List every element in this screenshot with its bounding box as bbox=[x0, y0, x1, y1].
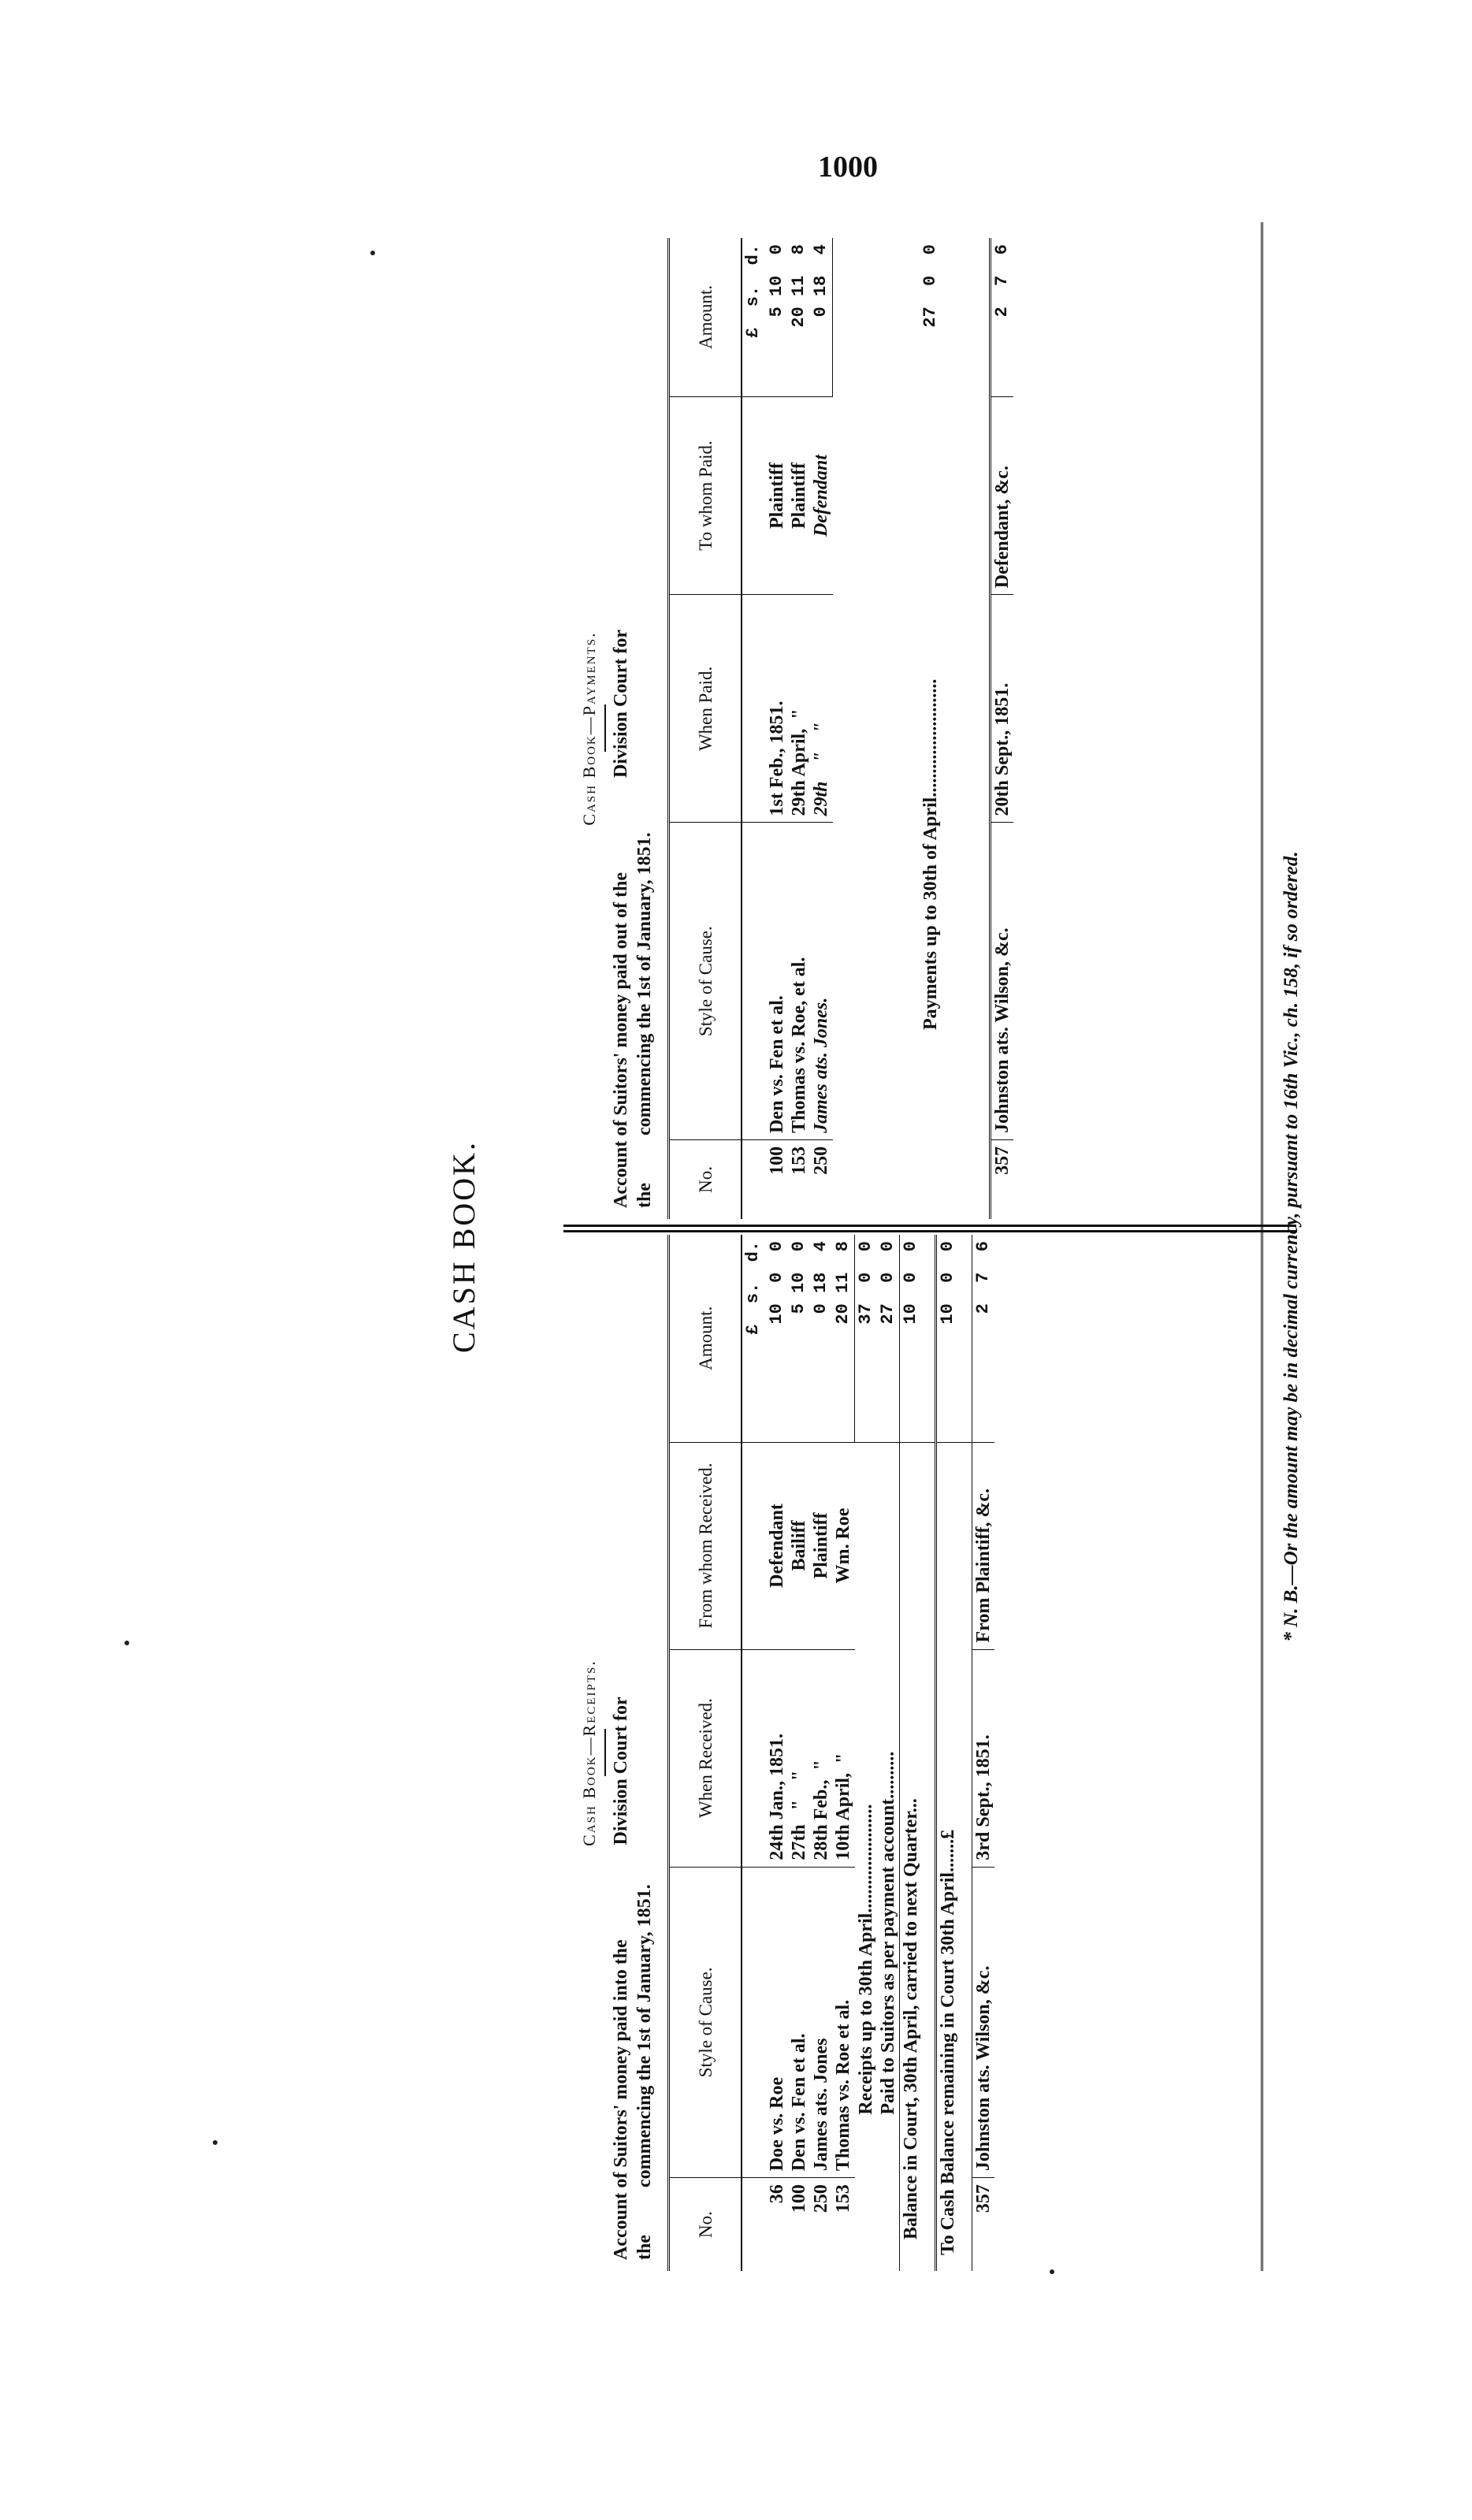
receipts-total-label: Receipts up to 30th April....................... bbox=[855, 1442, 878, 2178]
page-title: CASH BOOK. bbox=[446, 1139, 481, 1354]
cell-amount: 20 11 8 bbox=[789, 244, 808, 328]
receipts-total-amount: 37 0 0 bbox=[855, 1235, 878, 1442]
panel-divider bbox=[563, 1225, 1296, 1232]
balance-carried-label: Balance in Court, 30th April, carried to next Quarter... bbox=[900, 1442, 936, 2271]
table-row bbox=[788, 1235, 810, 2271]
column-header-style-of-cause: Style of Cause. bbox=[669, 823, 742, 1139]
cell-when: 20th Sept., 1851. bbox=[990, 595, 1013, 823]
paid-to-suitors-label: Paid to Suitors as per payment account.......... bbox=[877, 1442, 900, 2178]
cell-when: 28th Feb., " bbox=[810, 1649, 832, 1867]
cell-when: 29th April, " bbox=[788, 595, 810, 823]
cell-no: 250 bbox=[810, 2178, 832, 2271]
payments-total-label: Payments up to 30th of April......................... bbox=[920, 678, 941, 1030]
print-speck bbox=[213, 2140, 217, 2145]
rotated-page-content bbox=[445, 222, 1312, 2271]
column-header-amount: Amount. bbox=[669, 1235, 742, 1442]
table-row bbox=[810, 238, 833, 1219]
table-row bbox=[788, 238, 810, 1219]
cell-cause: Den vs. Fen et al. bbox=[788, 1867, 810, 2178]
column-header-to-whom-paid: To whom Paid. bbox=[669, 396, 742, 595]
cell-cause: Thomas vs. Roe et al. bbox=[832, 1867, 855, 2178]
cell-no: 153 bbox=[832, 2178, 855, 2271]
print-speck bbox=[1050, 2269, 1054, 2274]
cell-amount: 20 11 8 bbox=[833, 1241, 853, 1325]
cell-no: 250 bbox=[810, 1139, 833, 1219]
cell-from: Plaintiff bbox=[810, 1442, 832, 1649]
footnote: * N. B.—Or the amount may be in decimal currency, pursuant to 16th Vic., ch. 158, if so ordered. bbox=[1281, 851, 1302, 1642]
heading-rule bbox=[604, 1730, 606, 1777]
column-header-no: No. bbox=[669, 2178, 742, 2271]
cell-cause: Thomas vs. Roe, et al. bbox=[788, 823, 810, 1139]
cell-cause: Doe vs. Roe bbox=[766, 1867, 788, 2178]
cell-when: 10th April, " bbox=[832, 1649, 855, 1867]
payments-heading: Cash Book—Payments. bbox=[579, 631, 599, 826]
cell-when: 29th " " bbox=[810, 595, 833, 823]
cell-amount: 5 10 0 bbox=[767, 244, 786, 328]
heading-rule bbox=[604, 705, 606, 753]
cash-balance-amount: 10 0 0 bbox=[936, 1235, 972, 1442]
cell-when: 24th Jan., 1851. bbox=[766, 1649, 788, 1867]
table-row bbox=[990, 238, 1013, 1219]
payments-account-line-1: Account of Suitors' money paid out of the Division Court for bbox=[611, 629, 631, 1208]
table-row bbox=[810, 1235, 832, 2271]
cell-amount: 2 7 6 bbox=[990, 238, 1013, 396]
print-speck bbox=[125, 1641, 129, 1645]
receipts-account-line-1: Account of Suitors' money paid into the Division Court for bbox=[611, 1697, 631, 2260]
payments-panel bbox=[563, 238, 1296, 1219]
amount-units-header: £ s. d. bbox=[743, 244, 763, 338]
cell-when: 27th " " bbox=[788, 1649, 810, 1867]
column-header-no: No. bbox=[669, 1139, 742, 1219]
cell-to: Defendant, &c. bbox=[990, 396, 1013, 595]
balance-carried-amount: 10 0 0 bbox=[900, 1235, 936, 1442]
cell-to: Defendant bbox=[810, 396, 833, 595]
cell-to: Plaintiff bbox=[788, 396, 810, 595]
cell-amount: 0 18 4 bbox=[811, 244, 831, 328]
cell-from: Wm. Roe bbox=[832, 1442, 855, 1649]
cell-to: Plaintiff bbox=[766, 396, 788, 595]
page-number: 1000 bbox=[818, 151, 878, 184]
amount-units-header: £ s. d. bbox=[743, 1241, 763, 1335]
cell-cause: Den vs. Fen et al. bbox=[766, 823, 788, 1139]
cell-no: 357 bbox=[990, 1139, 1013, 1219]
column-header-from-whom-received: From whom Received. bbox=[669, 1442, 742, 1649]
cell-from: Bailiff bbox=[788, 1442, 810, 1649]
cell-cause: James ats. Jones. bbox=[810, 823, 833, 1139]
paid-to-suitors-amount: 27 0 0 bbox=[878, 1241, 898, 1325]
cell-from: From Plaintiff, &c. bbox=[972, 1442, 995, 1649]
cell-amount: 2 7 6 bbox=[972, 1235, 995, 1442]
column-header-when-paid: When Paid. bbox=[669, 595, 742, 823]
receipts-table bbox=[667, 1235, 994, 2271]
cell-amount: 10 0 0 bbox=[767, 1241, 786, 1325]
cell-amount: 5 10 0 bbox=[789, 1241, 808, 1325]
cell-no: 100 bbox=[788, 2178, 810, 2271]
column-header-amount: Amount. bbox=[669, 238, 742, 396]
cell-when: 1st Feb., 1851. bbox=[766, 595, 788, 823]
cell-amount: 0 18 4 bbox=[811, 1241, 831, 1325]
table-row bbox=[766, 1235, 788, 2271]
cell-cause: James ats. Jones bbox=[810, 1867, 832, 2178]
table-row bbox=[832, 1235, 855, 2271]
cell-no: 36 bbox=[766, 2178, 788, 2271]
table-row bbox=[766, 238, 788, 1219]
cell-no: 153 bbox=[788, 1139, 810, 1219]
receipts-heading: Cash Book—Receipts. bbox=[579, 1660, 599, 1846]
bottom-rule bbox=[1261, 222, 1263, 2271]
receipts-panel bbox=[563, 1235, 1296, 2271]
cell-no: 357 bbox=[972, 2178, 995, 2271]
cell-no: 100 bbox=[766, 1139, 788, 1219]
cash-balance-label: To Cash Balance remaining in Court 30th April.......£ bbox=[936, 1442, 972, 2271]
receipts-account-line-2: the commencing the 1st of January, 1851. bbox=[634, 1884, 655, 2260]
payments-total-amount: 27 0 0 bbox=[833, 238, 991, 396]
column-header-when-received: When Received. bbox=[669, 1649, 742, 1867]
cell-when: 3rd Sept., 1851. bbox=[972, 1649, 995, 1867]
payments-table bbox=[667, 238, 1013, 1219]
print-speck bbox=[370, 251, 375, 255]
cell-from: Defendant bbox=[766, 1442, 788, 1649]
column-header-style-of-cause: Style of Cause. bbox=[669, 1867, 742, 2178]
cell-cause: Johnston ats. Wilson, &c. bbox=[972, 1867, 995, 2178]
payments-account-line-2: the commencing the 1st of January, 1851. bbox=[634, 832, 655, 1208]
cell-cause: Johnston ats. Wilson, &c. bbox=[990, 823, 1013, 1139]
table-row bbox=[972, 1235, 995, 2271]
